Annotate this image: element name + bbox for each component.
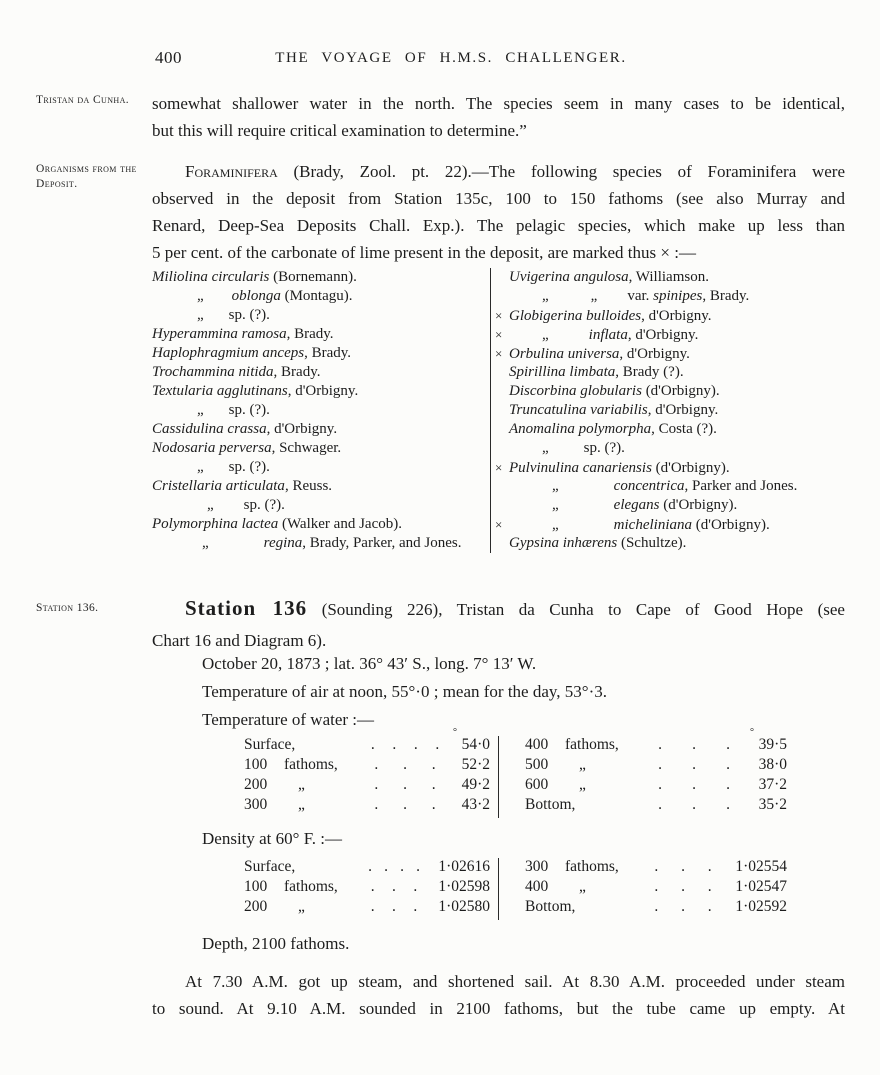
row-value: 54·0 ° [453,727,490,753]
species-text: sp. (?). [228,307,270,323]
density-label: Density at 60° F. :— [202,829,343,848]
table-row [244,898,490,918]
species-row [152,515,490,534]
text-line: Chart 16 and Diagram 6). [152,631,327,650]
species-text: „ [552,478,559,494]
density-left-column [244,858,490,920]
species-text: , Reuss. [284,478,333,494]
species-row [495,477,845,496]
paragraph-foraminifera [152,158,845,266]
species-text: (Montagu). [280,288,353,304]
text-line: but this will require critical examination to determine.” [152,121,527,140]
pelagic-cross-mark: × [495,346,503,361]
species-text: sp. (?). [243,497,285,513]
leader-dots: . . . [374,776,436,793]
species-name: oblonga [231,288,281,304]
species-text: „ [202,535,209,551]
density-right-column [525,858,787,920]
row-value: 1·02616 [438,858,490,875]
species-row [495,458,845,477]
leader-dots: . . . [370,878,418,895]
margin-note-organisms-deposit: Organisms from the Deposit. [36,163,137,190]
pelagic-cross-mark: × [495,517,503,532]
species-text: (d'Orbigny). [641,383,720,399]
table-row [244,776,490,796]
row-value: 39·5 ° [750,727,787,753]
species-text: „ [542,440,549,456]
water-temperature-table [244,727,787,818]
species-text: (Schultze). [617,535,687,551]
row-label: 600 „ [525,776,586,793]
row-label: Bottom, [525,898,576,915]
species-row [495,268,845,287]
row-value: 37·2 [758,776,787,793]
leader-dots: . . . [658,736,730,753]
row-value: 38·0 [758,756,787,773]
row-label: 100 fathoms, [244,878,338,895]
row-label: 300 „ [244,796,305,813]
species-name: Cassidulina crassa [152,421,267,437]
species-text: sp. (?). [228,459,270,475]
species-name: concentrica [613,478,685,494]
species-name: inflata [588,327,628,343]
species-name: Hyperammina ramosa [152,326,287,342]
species-row [152,496,490,515]
species-text: „ [542,327,549,343]
species-text: „ [197,288,204,304]
row-value: 43·2 [461,796,490,813]
species-text: , d'Orbigny. [627,327,699,343]
species-row [152,401,490,420]
row-value: 1·02580 [438,898,490,915]
species-name: Uvigerina angulosa [509,269,629,285]
leader-dots: . . . [654,898,712,915]
row-value: 35·2 [758,796,787,813]
table-row [525,858,787,878]
species-name: Polymorphina lactea [152,516,279,532]
text-line: 5 per cent. of the carbonate of lime present in the deposit, are marked thus × :— [152,243,696,262]
species-text: , d'Orbigny. [647,402,719,418]
species-text: „ [197,307,204,323]
water-temp-table-divider [498,736,499,818]
species-row [152,382,490,401]
station-heading-rest: (Sounding 226), Tristan da Cunha to Cape of Good Hope (see [307,600,845,619]
species-row [152,458,490,477]
species-text: „ [197,459,204,475]
pelagic-cross-mark: × [495,460,503,475]
species-row [495,344,845,363]
species-name: elegans [613,497,660,513]
table-row [525,878,787,898]
water-temp-right-column [525,727,787,818]
margin-note-tristan-da-cunha: Tristan da Cunha. [36,94,130,106]
species-row [495,325,845,344]
text-line: somewhat shallower water in the north. The species seem in many cases to be identical, [152,94,845,113]
table-row [525,776,787,796]
water-temperature-label: Temperature of water :— [202,710,375,729]
row-value: 1·02547 [735,878,787,895]
species-row [495,420,845,439]
row-label: 200 „ [244,898,305,915]
degree-mark: ° [750,727,754,738]
species-name: Textularia agglutinans [152,383,288,399]
species-row [152,268,490,287]
text-line: At 7.30 A.M. got up steam, and shortened sail. At 8.30 A.M. proceeded under steam [185,972,845,991]
leader-dots: . . . [658,756,730,773]
species-text: sp. (?). [583,440,625,456]
foraminifera-line1-rest: (Brady, Zool. pt. 22).—The following species of Foraminifera were [277,162,845,181]
table-row [525,727,787,756]
row-value: 52·2 [461,756,490,773]
row-label: Surface, [244,858,296,875]
paragraph-intro [152,90,845,144]
species-name: Discorbina globularis [509,383,642,399]
station-heading-bold: Station 136 [185,596,308,620]
species-row [495,496,845,515]
species-text: sp. (?). [228,402,270,418]
species-row [495,439,845,458]
foraminifera-smallcaps: Foraminifera [185,162,278,181]
species-text: (Walker and Jacob). [278,516,402,532]
species-row [152,534,490,553]
species-text: , Brady. [286,326,334,342]
species-name: Cristellaria articulata [152,478,285,494]
table-row [244,727,490,756]
species-text: „ [542,288,549,304]
leader-dots: . . . [658,776,730,793]
species-row [152,420,490,439]
species-name: Trochammina nitida [152,364,274,380]
row-label: 500 „ [525,756,586,773]
table-row [244,756,490,776]
margin-note-station-136: Station 136. [36,602,99,614]
leader-dots: . . . [374,796,436,813]
text-line: observed in the deposit from Station 135c, 100 to 150 fathoms (see also Murray and [152,189,845,208]
text-line: Renard, Deep-Sea Deposits Chall. Exp.). The pelagic species, which make up less than [152,216,845,235]
row-label: 400 fathoms, [525,736,619,753]
table-row [525,796,787,816]
leader-dots: . . . . [370,736,440,753]
species-row [495,382,845,401]
species-name: Globigerina bulloides [509,308,642,324]
row-value: 1·02554 [735,858,787,875]
species-text: , Brady, Parker, and Jones. [302,535,462,551]
row-label: Surface, [244,736,296,753]
leader-dots: . . . [654,858,712,875]
species-column-right [491,268,845,553]
leader-dots: . . . [658,796,730,813]
species-text: „ [590,288,598,304]
species-text: , Parker and Jones. [684,478,798,494]
air-temperature-line: Temperature of air at noon, 55°·0 ; mean for the day, 53°·3. [202,682,607,701]
species-text: , Schwager. [271,440,342,456]
species-text: var. [627,288,654,304]
leader-dots: . . . [370,898,418,915]
species-name: Gypsina inhærens [509,535,618,551]
species-text: , d'Orbigny. [619,346,690,362]
species-row [152,344,490,363]
leader-dots: . . . [654,878,712,895]
species-text: (d'Orbigny). [659,497,738,513]
station-heading [152,593,845,656]
table-row [244,858,490,878]
species-text: , d'Orbigny. [641,308,712,324]
species-name: Anomalina polymorpha [509,421,652,437]
table-row [244,796,490,816]
species-text: , Brady. [702,288,750,304]
pelagic-cross-mark: × [495,327,503,342]
species-name: regina [263,535,303,551]
pelagic-cross-mark: × [495,308,503,323]
species-name: Haplophragmium anceps [152,345,305,361]
species-text: , d'Orbigny. [266,421,338,437]
row-label: Bottom, [525,796,576,813]
species-text: , Brady. [304,345,352,361]
date-position-line: October 20, 1873 ; lat. 36° 43′ S., long. 7° 13′ W. [202,654,537,673]
species-name: micheliniana [613,517,692,533]
species-row [495,306,845,325]
species-name: spinipes [653,288,703,304]
species-row [495,401,845,420]
species-text: , Brady. [273,364,321,380]
leader-dots: . . . . [368,858,420,875]
row-label: 400 „ [525,878,586,895]
species-name: Spirillina limbata [509,364,616,380]
row-label: 200 „ [244,776,305,793]
observation-block [202,650,845,734]
running-title: THE VOYAGE OF H.M.S. CHALLENGER. [275,50,627,66]
closing-paragraph [152,968,845,1022]
species-column-left [152,268,490,553]
leader-dots: . . . [374,756,436,773]
text-line: to sound. At 9.10 A.M. sounded in 2100 fathoms, but the tube came up empty. At [152,999,845,1018]
row-value: 1·02598 [438,878,490,895]
species-name: Nodosaria perversa [152,440,272,456]
density-table-divider [498,858,499,920]
species-row [495,287,845,306]
species-text: (d'Orbigny). [692,517,770,533]
species-name: Truncatulina variabilis [509,402,648,418]
species-name: Pulvinulina canariensis [509,460,652,476]
species-name: Miliolina circularis [152,269,270,285]
table-row [244,878,490,898]
row-value: 1·02592 [735,898,787,915]
species-name: Orbulina universa [509,346,620,362]
species-text: , Williamson. [628,269,709,285]
species-text: , Brady (?). [615,364,684,380]
species-list [152,268,845,553]
species-row [152,439,490,458]
page-number: 400 [155,48,182,67]
species-text: „ [552,517,559,533]
table-row [525,756,787,776]
station-heading-first-line [152,593,845,625]
species-text: (d'Orbigny). [651,460,730,476]
row-value: 49·2 [461,776,490,793]
density-table [244,858,787,920]
species-text: „ [552,497,559,513]
row-label: 100 fathoms, [244,756,338,773]
species-text: „ [207,497,214,513]
depth-line: Depth, 2100 fathoms. [202,934,350,953]
row-label: 300 fathoms, [525,858,619,875]
table-row [525,898,787,918]
species-row [152,363,490,382]
degree-mark: ° [453,727,457,738]
species-text: „ [197,402,204,418]
foraminifera-first-line [152,158,845,185]
species-text: , Costa (?). [651,421,717,437]
species-row [152,306,490,325]
species-text: (Bornemann). [269,269,357,285]
species-row [495,363,845,382]
water-temp-left-column [244,727,490,818]
species-row [152,477,490,496]
main-text-column [152,0,845,1075]
species-text: , d'Orbigny. [287,383,359,399]
species-row [495,534,845,553]
species-row [495,515,845,534]
species-row [152,287,490,306]
species-row [152,325,490,344]
